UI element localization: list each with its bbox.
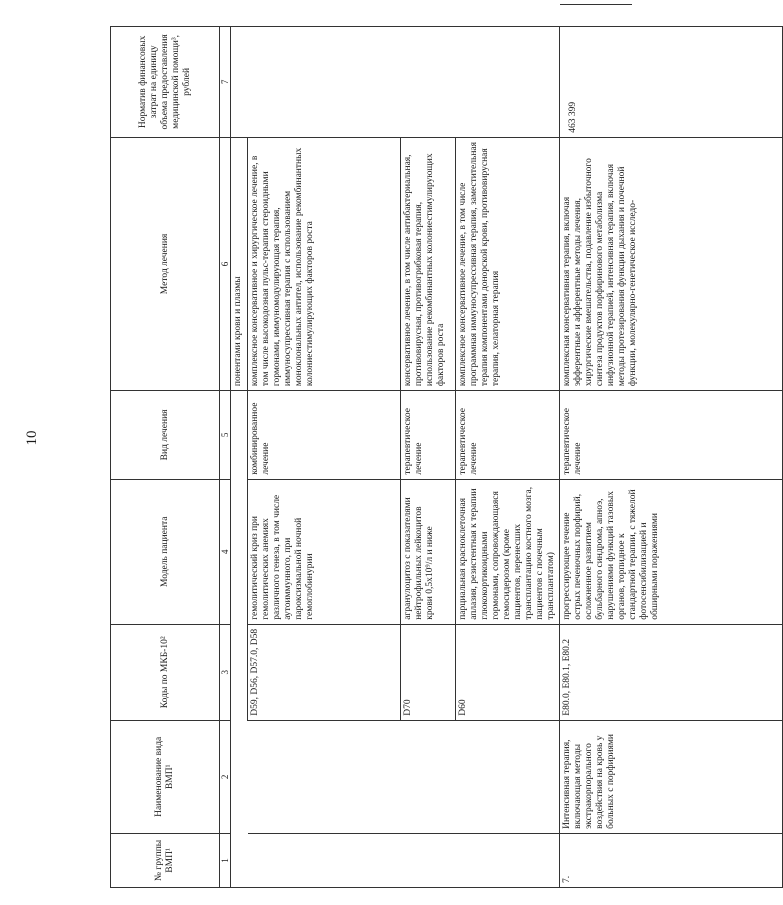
method-cell: комплексное консервативное и хирургическое лечение, в том числе высокодозная пульс-терапия стероидными гормонами, иммуномодулирующая терапия, иммуносупрессивная терапия с использованием моноклональных антител, использование рекомбинантных колониестимулирующих факторов роста	[248, 137, 401, 390]
group-no-cell	[248, 833, 401, 887]
table-row	[248, 27, 401, 888]
header-patient-model: Модель пациента	[111, 479, 220, 624]
method-cell: консервативное лечение, в том числе антибактериальная, противовирусная, противогрибковая терапия, использование рекомбинантных колониестимулирующих факторов роста	[401, 137, 456, 390]
top-rule	[560, 4, 632, 5]
rotated-table-page	[110, 26, 660, 888]
column-number: 2	[220, 720, 231, 833]
icd-codes-cell: D70	[401, 624, 456, 720]
treatment-type-cell: терапевтическое лечение	[560, 391, 783, 480]
treatment-type-cell: комбинированное лечение	[248, 391, 401, 480]
column-number: 6	[220, 137, 231, 390]
empty-cell	[231, 27, 248, 138]
method-cell: комплексная консервативная терапия, включая эфферентные и афферентные методы лечения, хирургические вмешательства, подавление избыточного синтеза продуктов порфиринового метаболизма инфузионной терапией, интенсивная терапия, включая методы протезирования функции дыхания и почечной функции, молекулярно-генетическое исследо-	[560, 137, 783, 390]
column-number: 1	[220, 833, 231, 887]
vmp-name-cell	[248, 720, 401, 833]
table-row	[401, 27, 456, 888]
group-no-cell: 7.	[560, 833, 783, 887]
method-cell: понентами крови и плазмы	[231, 137, 248, 390]
vmp-name-cell	[456, 720, 560, 833]
patient-model-cell: парциальная красноклеточная аплазия, резистентная к терапии глюкокортикоидными гормонами, сопровождающаяся гемосидерозом (кроме пациентов, перенесших трансплантацию костного мозга, пациентов с почечным трансплантатом)	[456, 479, 560, 624]
header-cost: Норматив финансовых затрат на единицу объема предоставления медицинской помощи³, рублей	[111, 27, 220, 138]
header-row	[111, 27, 220, 888]
patient-model-cell: прогрессирующее течение острых печеночных порфирий, осложненное развитием бульбарного синдрома, апноэ, нарушениями функций тазовых органов, торпидное к стандартной терапии, с тяжелой фотосенсибилизацией и обширными поражениями	[560, 479, 783, 624]
column-number: 4	[220, 479, 231, 624]
cost-cell	[456, 27, 560, 138]
table-row	[456, 27, 560, 888]
column-number: 5	[220, 391, 231, 480]
cost-cell	[248, 27, 401, 138]
group-no-cell	[401, 833, 456, 887]
column-number-row	[220, 27, 231, 888]
icd-codes-cell: D59, D56, D57.0, D58	[248, 624, 401, 720]
group-no-cell	[456, 833, 560, 887]
patient-model-cell: агранулоцитоз с показателями нейтрофильных лейкоцитов крови 0,5x10⁹/л и ниже	[401, 479, 456, 624]
page-number: 10	[24, 430, 40, 446]
cost-cell: 463 399	[560, 27, 783, 138]
icd-codes-cell: D60	[456, 624, 560, 720]
empty-cell	[231, 391, 248, 888]
header-treatment-type: Вид лечения	[111, 391, 220, 480]
icd-codes-cell: E80.0, E80.1, E80.2	[560, 624, 783, 720]
cost-cell	[401, 27, 456, 138]
vmp-table	[110, 26, 783, 888]
table-row	[231, 27, 248, 888]
patient-model-cell: гемолитический криз при гемолитических анемиях различного генеза, в том числе аутоиммунного, при пароксизмальной ночной гемоглобинурии	[248, 479, 401, 624]
treatment-type-cell: терапевтическое лечение	[456, 391, 560, 480]
vmp-name-cell: Интенсивная терапия, включающая методы экстракорпорального воздействия на кровь у больных с порфириями	[560, 720, 783, 833]
column-number: 3	[220, 624, 231, 720]
treatment-type-cell: терапевтическое лечение	[401, 391, 456, 480]
header-vmp-name: Наименование вида ВМП¹	[111, 720, 220, 833]
method-cell: комплексное консервативное лечение, в том числе программная иммуносупрессивная терапия, заместительная терапия компонентами донорской крови, противовирусная терапия, хелаторная терапия	[456, 137, 560, 390]
header-group-no: № группы ВМП¹	[111, 833, 220, 887]
table-row	[560, 27, 783, 888]
column-number: 7	[220, 27, 231, 138]
header-icd-codes: Коды по МКБ-10²	[111, 624, 220, 720]
header-method: Метод лечения	[111, 137, 220, 390]
vmp-name-cell	[401, 720, 456, 833]
